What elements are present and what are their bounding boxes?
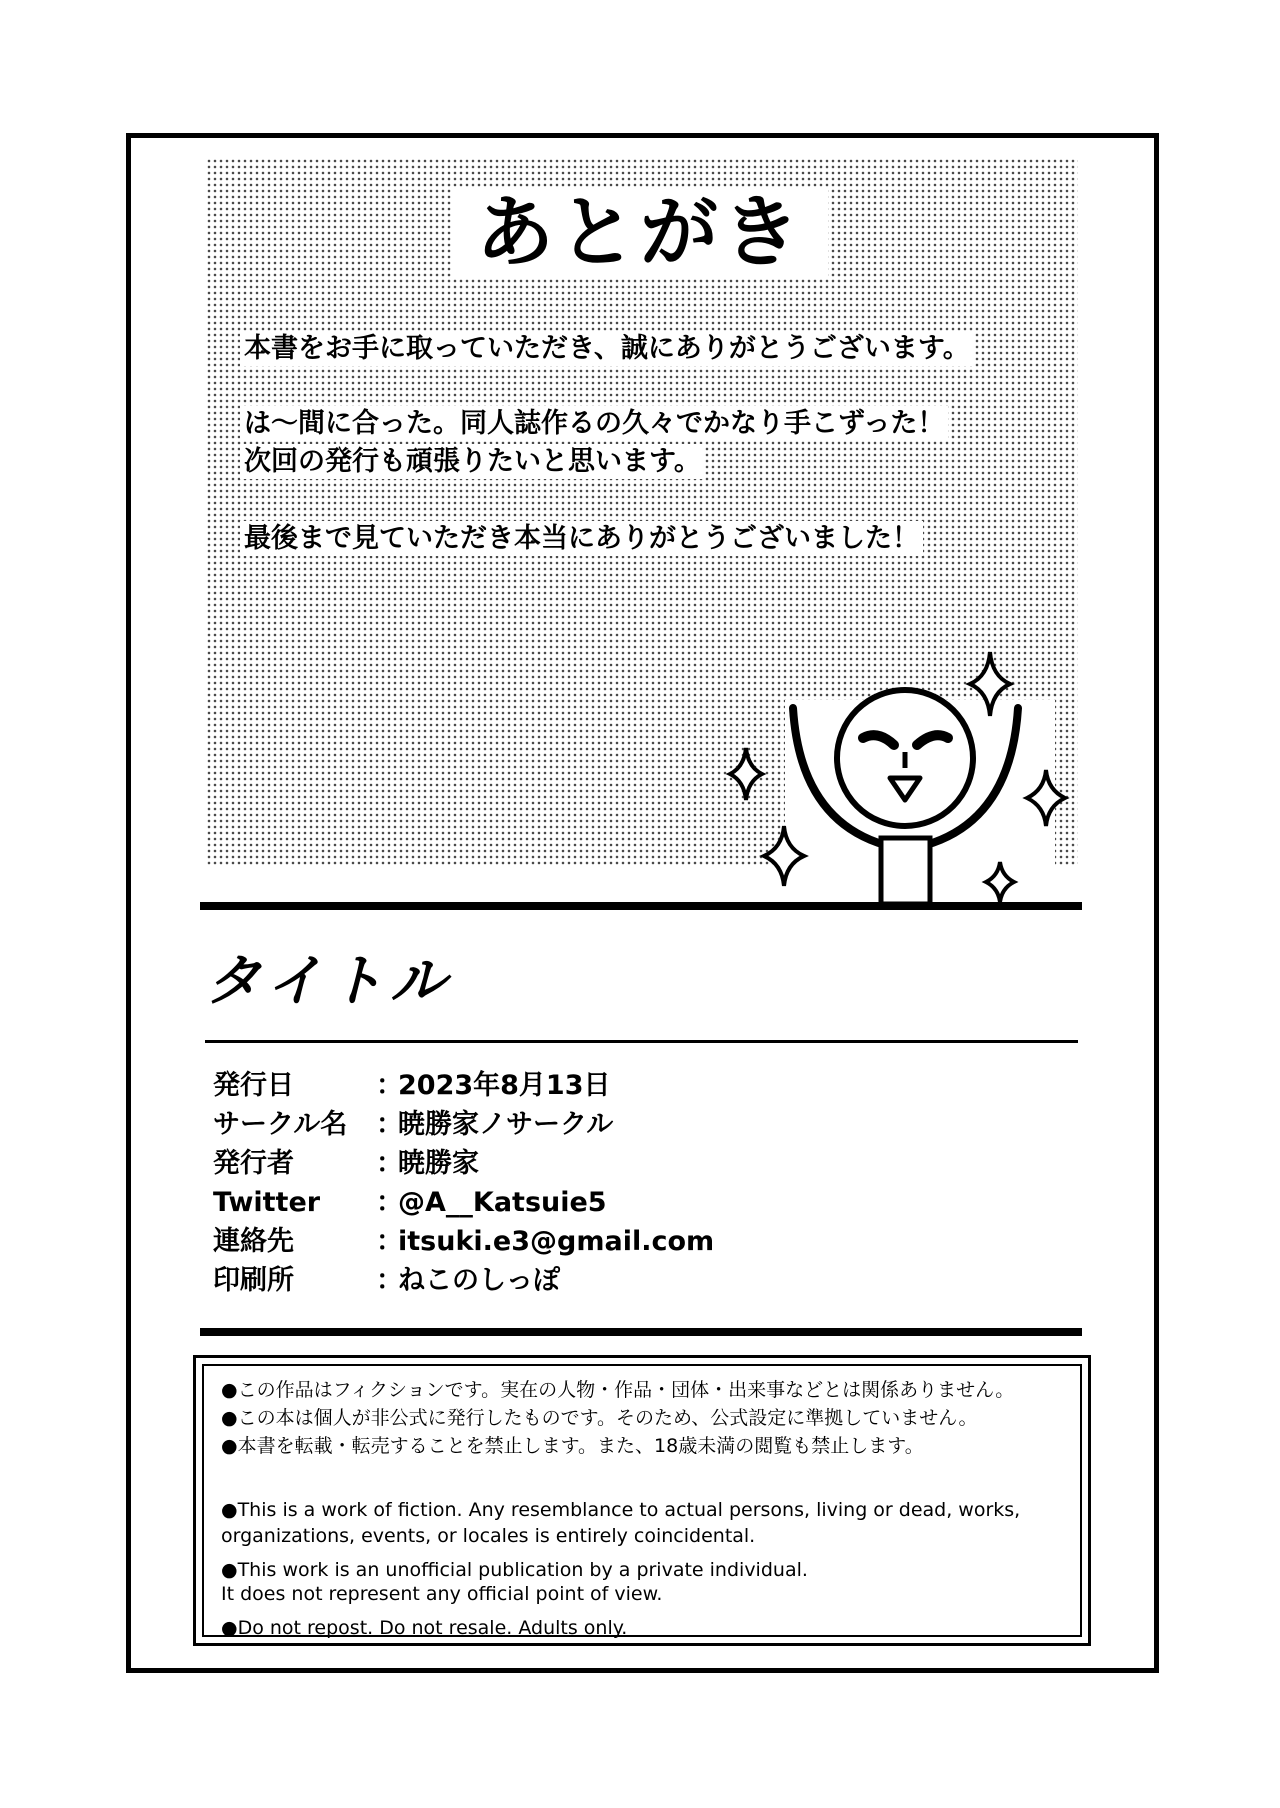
cheering-figure-illustration xyxy=(700,640,1080,910)
afterword-heading xyxy=(0,188,1280,278)
book-title: タイトル xyxy=(205,949,452,1014)
title-underline xyxy=(205,1040,1078,1043)
afterword-heading-text: あとがき xyxy=(452,187,828,278)
afterword-line-3: 次回の発行も頑張りたいと思います。 xyxy=(240,443,705,481)
afterword-line-1: 本書をお手に取っていただき、誠にありがとうございます。 xyxy=(240,330,974,368)
afterword-line-4: 最後まで見ていただき本当にありがとうございました！ xyxy=(240,520,923,558)
notice-box xyxy=(193,1355,1091,1646)
notice-en-5: ●Do not repost. Do not resale. Adults only. xyxy=(221,1617,628,1639)
colophon-divider xyxy=(200,1328,1082,1336)
notice-en-3: ●This work is an unofficial publication by a private individual. xyxy=(221,1559,808,1581)
notice-jp-1: ●この作品はフィクションです。実在の人物・作品・団体・出来事などとは関係ありません。 xyxy=(221,1379,1015,1401)
afterword-divider xyxy=(200,902,1082,910)
afterword-line-2: は～間に合った。同人誌作るの久々でかなり手こずった！ xyxy=(240,405,948,443)
notice-en-2: organizations, events, or locales is entirely coincidental. xyxy=(221,1525,756,1547)
notice-box-inner xyxy=(202,1364,1082,1637)
notice-en-1: ●This is a work of fiction. Any resemblance to actual persons, living or dead, works, xyxy=(221,1499,1021,1521)
notice-jp-3: ●本書を転載・転売することを禁止します。また、18歳未満の閲覧も禁止します。 xyxy=(221,1435,924,1457)
notice-en-4: It does not represent any official point of view. xyxy=(221,1583,663,1605)
notice-jp-2: ●この本は個人が非公式に発行したものです。そのため、公式設定に準拠していません。 xyxy=(221,1407,978,1429)
